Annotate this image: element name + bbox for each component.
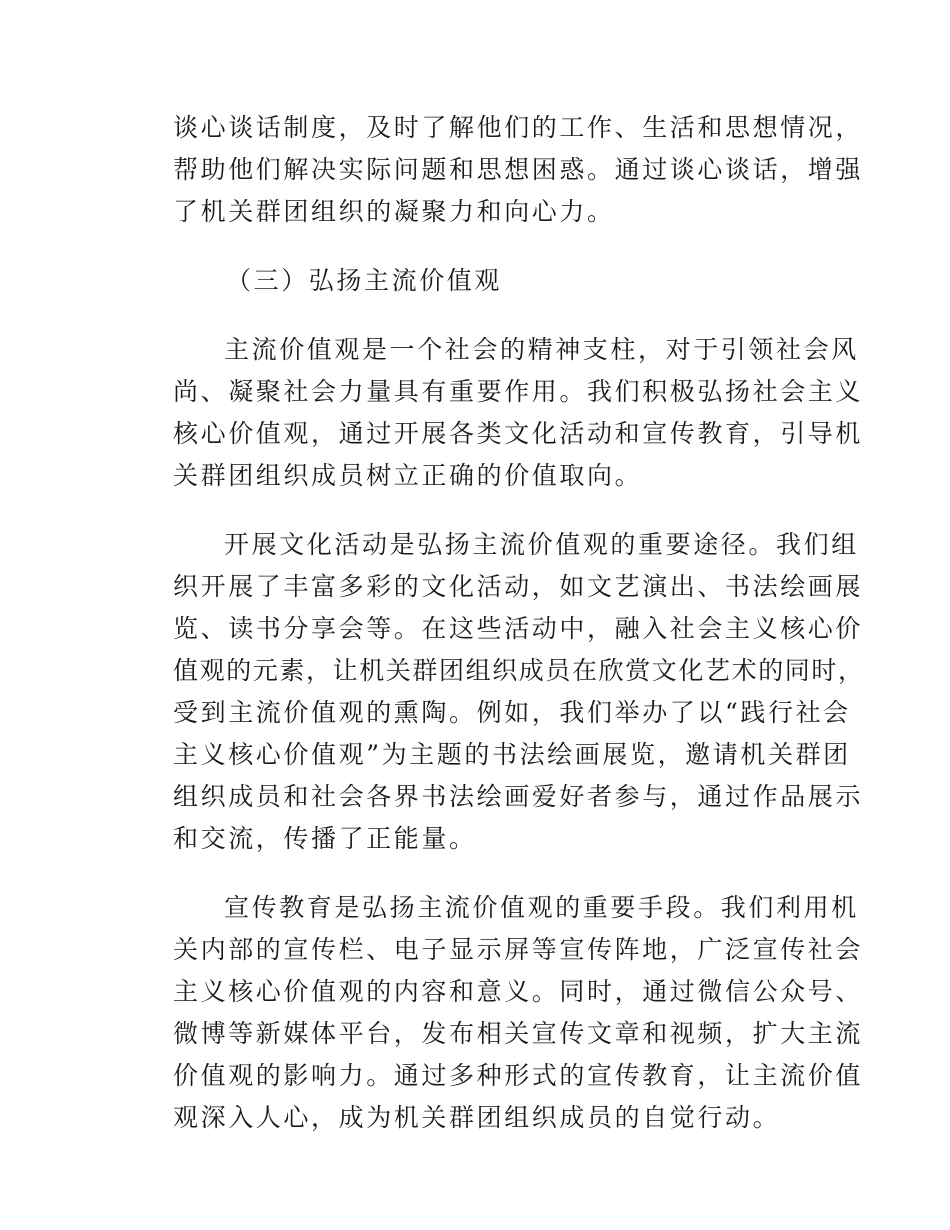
text-line: 微博等新媒体平台，发布相关宣传文章和视频，扩大主流 bbox=[173, 1019, 864, 1048]
text-line: 价值观的影响力。通过多种形式的宣传教育，让主流价值 bbox=[173, 1061, 864, 1090]
paragraph-mainstream-values bbox=[173, 329, 864, 497]
text-line: 核心价值观，通过开展各类文化活动和宣传教育，引导机 bbox=[173, 419, 864, 448]
text-line: 开展文化活动是弘扬主流价值观的重要途径。我们组 bbox=[224, 530, 859, 559]
section-heading bbox=[173, 260, 795, 302]
text-line: 组织成员和社会各界书法绘画爱好者参与，通过作品展示 bbox=[173, 782, 864, 811]
text-line: 值观的元素，让机关群团组织成员在欣赏文化艺术的同时， bbox=[173, 656, 865, 685]
heading-line: （三）弘扬主流价值观 bbox=[226, 266, 503, 295]
text-line: 关群团组织成员树立正确的价值取向。 bbox=[173, 461, 643, 490]
text-line: 主义核心价值观”为主题的书法绘画展览，邀请机关群团 bbox=[173, 740, 851, 769]
text-line: 织开展了丰富多彩的文化活动，如文艺演出、书法绘画展 bbox=[173, 572, 864, 601]
text-line: 受到主流价值观的熏陶。例如，我们举办了以“践行社会 bbox=[173, 698, 851, 727]
text-line: 观深入人心，成为机关群团组织成员的自觉行动。 bbox=[173, 1103, 781, 1132]
text-line: 谈心谈话制度，及时了解他们的工作、生活和思想情况， bbox=[173, 113, 864, 142]
paragraph-gap bbox=[173, 302, 795, 329]
document-body bbox=[173, 107, 865, 1139]
text-line: 主义核心价值观的内容和意义。同时，通过微信公众号、 bbox=[173, 977, 864, 1006]
paragraph-publicity-education bbox=[173, 887, 864, 1139]
paragraph-gap bbox=[173, 497, 795, 524]
text-line: 帮助他们解决实际问题和思想困惑。通过谈心谈话，增强 bbox=[173, 155, 864, 184]
text-line: 宣传教育是弘扬主流价值观的重要手段。我们利用机 bbox=[224, 893, 859, 922]
text-line: 了机关群团组织的凝聚力和向心力。 bbox=[173, 197, 615, 226]
text-line: 览、读书分享会等。在这些活动中，融入社会主义核心价 bbox=[173, 614, 864, 643]
text-line: 尚、凝聚社会力量具有重要作用。我们积极弘扬社会主义 bbox=[173, 377, 864, 406]
paragraph-gap bbox=[173, 860, 795, 887]
text-line: 和交流，传播了正能量。 bbox=[173, 824, 477, 853]
text-line: 主流价值观是一个社会的精神支柱，对于引领社会风 bbox=[224, 335, 859, 364]
text-line: 关内部的宣传栏、电子显示屏等宣传阵地，广泛宣传社会 bbox=[173, 935, 864, 964]
paragraph-cultural-activities bbox=[173, 524, 865, 860]
paragraph-talk-system bbox=[173, 107, 864, 233]
paragraph-gap bbox=[173, 233, 795, 260]
